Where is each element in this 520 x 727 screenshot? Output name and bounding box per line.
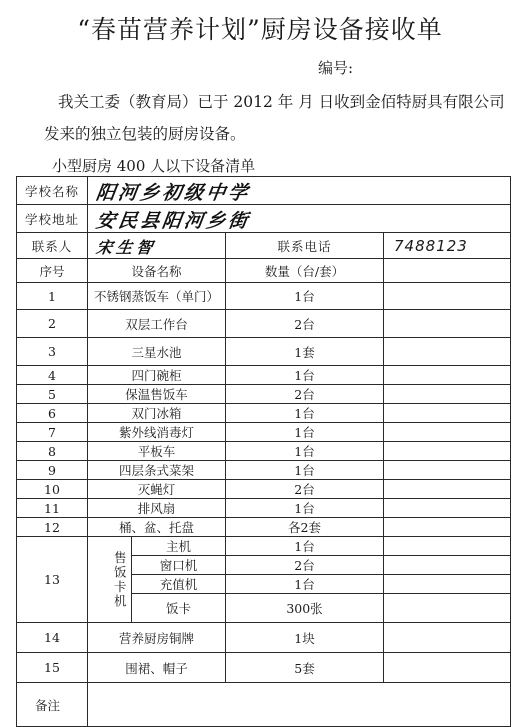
row-blank [384,653,511,683]
row-seq: 8 [17,442,88,461]
row-seq: 15 [17,653,88,683]
row-qty: 1台 [226,461,384,480]
school-address-row [17,205,511,233]
row-name: 紫外线消毒灯 [88,423,226,442]
row-seq: 14 [17,623,88,653]
row-name: 主机 [132,537,226,556]
document-title: “春苗营养计划”厨房设备接收单 [77,15,443,44]
row-qty: 1台 [226,442,384,461]
table-row [17,653,511,683]
equipment-list-title: 小型厨房 400 人以下设备清单 [52,157,256,175]
row-blank [384,480,511,499]
row-blank [384,404,511,423]
row-qty: 2台 [226,310,384,338]
row-name: 保温售饭车 [88,385,226,404]
remark-field[interactable] [88,683,511,727]
row13-group-label: 售饭卡机 [112,550,128,609]
row-qty: 1台 [226,366,384,385]
row13-group-spacer [88,537,108,623]
row-blank [384,575,511,594]
row-qty: 1块 [226,623,384,653]
row-qty: 1台 [226,404,384,423]
row-qty: 1台 [226,283,384,310]
school-address-label: 学校地址 [17,205,88,233]
row-blank [384,423,511,442]
row-seq: 13 [17,537,88,623]
row-name: 充值机 [132,575,226,594]
phone-label: 联系电话 [226,233,384,259]
row-seq: 2 [17,310,88,338]
contact-field[interactable]: 宋生智 [86,233,228,259]
row-blank [384,283,511,310]
col-header-seq: 序号 [17,259,88,283]
table-row [17,518,511,537]
row-seq: 1 [17,283,88,310]
row-seq: 4 [17,366,88,385]
table-row [17,404,511,423]
school-name-label: 学校名称 [17,177,88,205]
table-row [17,537,511,556]
row-blank [384,518,511,537]
row-name: 灭蝇灯 [88,480,226,499]
row-name: 排风扇 [88,499,226,518]
table-row [17,442,511,461]
row-name: 窗口机 [132,556,226,575]
row-blank [384,461,511,480]
remark-row [17,683,511,727]
table-row [17,499,511,518]
table-row [17,423,511,442]
row-qty: 1套 [226,338,384,366]
row-seq: 12 [17,518,88,537]
table-row [17,385,511,404]
row-name: 四门碗柜 [88,366,226,385]
table-header-row [17,259,511,283]
row-blank [384,338,511,366]
table-row [17,310,511,338]
row-blank [384,594,511,623]
contact-label: 联系人 [17,233,88,259]
row-qty: 2台 [226,385,384,404]
row-blank [384,442,511,461]
row-name: 饭卡 [132,594,226,623]
row-name: 平板车 [88,442,226,461]
equipment-receipt-table [16,176,511,727]
row-qty: 300张 [226,594,384,623]
row-qty: 5套 [226,653,384,683]
row-seq: 10 [17,480,88,499]
row-qty: 1台 [226,575,384,594]
row-blank [384,366,511,385]
row-name: 三星水池 [88,338,226,366]
row-qty: 各2套 [226,518,384,537]
school-name-field[interactable]: 阳河乡初级中学 [86,177,513,205]
intro-line-2: 发来的独立包装的厨房设备。 [44,125,246,143]
col-header-qty: 数量（台/套） [226,259,384,283]
row13-group-cell [108,537,132,623]
row-blank [384,537,511,556]
row-name: 桶、盆、托盘 [88,518,226,537]
remark-label: 备注 [17,683,88,727]
col-header-blank [384,259,511,283]
school-name-row [17,177,511,205]
row-seq: 11 [17,499,88,518]
table-row [17,623,511,653]
row-name: 四层条式菜架 [88,461,226,480]
row-qty: 1台 [226,499,384,518]
contact-row [17,233,511,259]
row-qty: 1台 [226,423,384,442]
row-seq: 7 [17,423,88,442]
table-row [17,366,511,385]
school-address-field[interactable]: 安民县阳河乡街 [86,205,513,233]
intro-line-1: 我关工委（教育局）已于 2012 年 月 日收到金佰特厨具有限公司 [58,93,505,111]
row-blank [384,310,511,338]
phone-field[interactable]: 7488123 [384,233,511,259]
row-qty: 1台 [226,537,384,556]
row-name: 双门冰箱 [88,404,226,423]
row-seq: 6 [17,404,88,423]
row-seq: 3 [17,338,88,366]
table-row [17,338,511,366]
table-row [17,480,511,499]
row-name: 营养厨房铜牌 [88,623,226,653]
row-name: 围裙、帽子 [88,653,226,683]
row-blank [384,385,511,404]
row-seq: 9 [17,461,88,480]
row-qty: 2台 [226,556,384,575]
row-name: 双层工作台 [88,310,226,338]
row-seq: 5 [17,385,88,404]
doc-number-label: 编号: [318,59,354,77]
col-header-name: 设备名称 [88,259,226,283]
row-name: 不锈钢蒸饭车（单门） [88,283,226,310]
row-qty: 2台 [226,480,384,499]
table-row [17,461,511,480]
row-blank [384,623,511,653]
table-row [17,283,511,310]
row-blank [384,556,511,575]
row-blank [384,499,511,518]
